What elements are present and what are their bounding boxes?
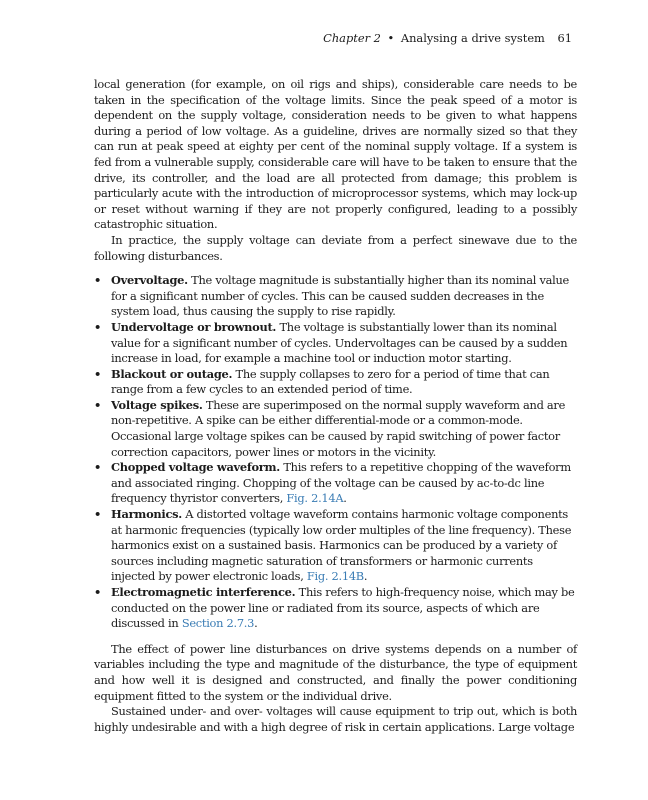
desc-harmonics: A distorted voltage waveform contains harmonic voltage components at harmonic frequencies (typically low order multiples of the line frequency). These harmonics exist on a sustained basis. Harmonics can be produced by a variety of sources including magnetic saturation of transformers or harmonic currents injected by power electronic loads, [111,507,572,584]
page-number: 61 [557,31,572,45]
chapter-title: Analysing a drive system [400,31,545,45]
desc-overvoltage: The voltage magnitude is substantially higher than its nominal value for a significant number of cycles. This can be caused sudden decreases in the system load, thus causing the supply to rise rapidly. [111,273,570,319]
term-blackout: Blackout or outage. [111,366,233,381]
list-item-emi [94,585,577,632]
list-item-undervoltage [94,320,577,367]
figure-link-2-14b[interactable]: Fig. 2.14B [306,569,364,584]
page-body [94,77,577,735]
desc-voltage-spikes: These are superimposed on the normal supply waveform and are non-repetitive. A spike can be either differential-mode or a common-mode. Occasional large voltage spikes can be caused by rapid switching of power factor correction capacitors, power lines or motors in the vicinity. [111,397,566,459]
desc-chopped-waveform: This refers to a repetitive chopping of the waveform and associated ringing. Chopping of the voltage can be caused by ac-to-dc line frequency thyristor converters, [111,460,571,506]
running-head [323,30,572,46]
list-item-overvoltage [94,273,577,320]
chapter-label: Chapter 2 [323,31,381,45]
header-separator: • [387,31,395,45]
desc-emi: This refers to high-frequency noise, which may be conducted on the power line or radiated from its source, aspects of which are discussed in [111,585,575,631]
punct-chopped: . [343,491,347,506]
punct-emi: . [254,616,258,631]
desc-blackout: The supply collapses to zero for a period of time that can range from a few cycles to an extended period of time. [111,366,550,397]
disturbance-list [94,273,577,632]
section-link-2-7-3[interactable]: Section 2.7.3 [181,616,255,631]
paragraph-sustained: Sustained under- and over- voltages will cause equipment to trip out, which is both highly undesirable and with a high degree of risk in certain applications. Large voltage [94,704,577,734]
list-item-voltage-spikes [94,398,577,460]
list-item-chopped-waveform [94,460,577,507]
paragraph-effects: The effect of power line disturbances on drive systems depends on a number of variables including the type and magnitude of the disturbance, the type of equipment and how well it is designed and constructed, and finally the power conditioning equipment fitted to the system or the individual drive. [94,641,577,703]
term-chopped-waveform: Chopped voltage waveform. [111,460,280,475]
desc-undervoltage: The voltage is substantially lower than its nominal value for a significant number of cycles. Undervoltages can be caused by a sudden increase in load, for example a machine tool or induction motor starting. [111,319,568,366]
term-voltage-spikes: Voltage spikes. [111,397,203,412]
term-emi: Electromagnetic interference. [111,585,296,599]
term-harmonics: Harmonics. [111,507,182,522]
figure-link-2-14a[interactable]: Fig. 2.14A [286,491,344,506]
term-overvoltage: Overvoltage. [111,273,188,288]
term-undervoltage: Undervoltage or brownout. [111,319,277,334]
list-item-blackout [94,367,577,398]
punct-harmonics: . [363,569,368,584]
list-item-harmonics [94,507,577,585]
paragraph-continuation: local generation (for example, on oil rigs and ships), considerable care needs to be taken in the specification of the voltage limits. Since the peak speed of a motor is dependent on the supply voltage, consideration needs to be given to what happens during a period of low voltage. As a guideline, drives are normally sized so that they can run at peak speed at eighty per cent of the nominal supply voltage. If a system is fed from a vulnerable supply, considerable care will have to be taken to ensure that the drive, its controller, and the load are all protected from damage; this problem is particularly acute with the introduction of microprocessor systems, which may lock-up or reset without warning if they are not properly configured, leading to a possibly catastrophic situation. [94,77,577,232]
paragraph-intro: In practice, the supply voltage can deviate from a perfect sinewave due to the following disturbances. [94,232,577,263]
